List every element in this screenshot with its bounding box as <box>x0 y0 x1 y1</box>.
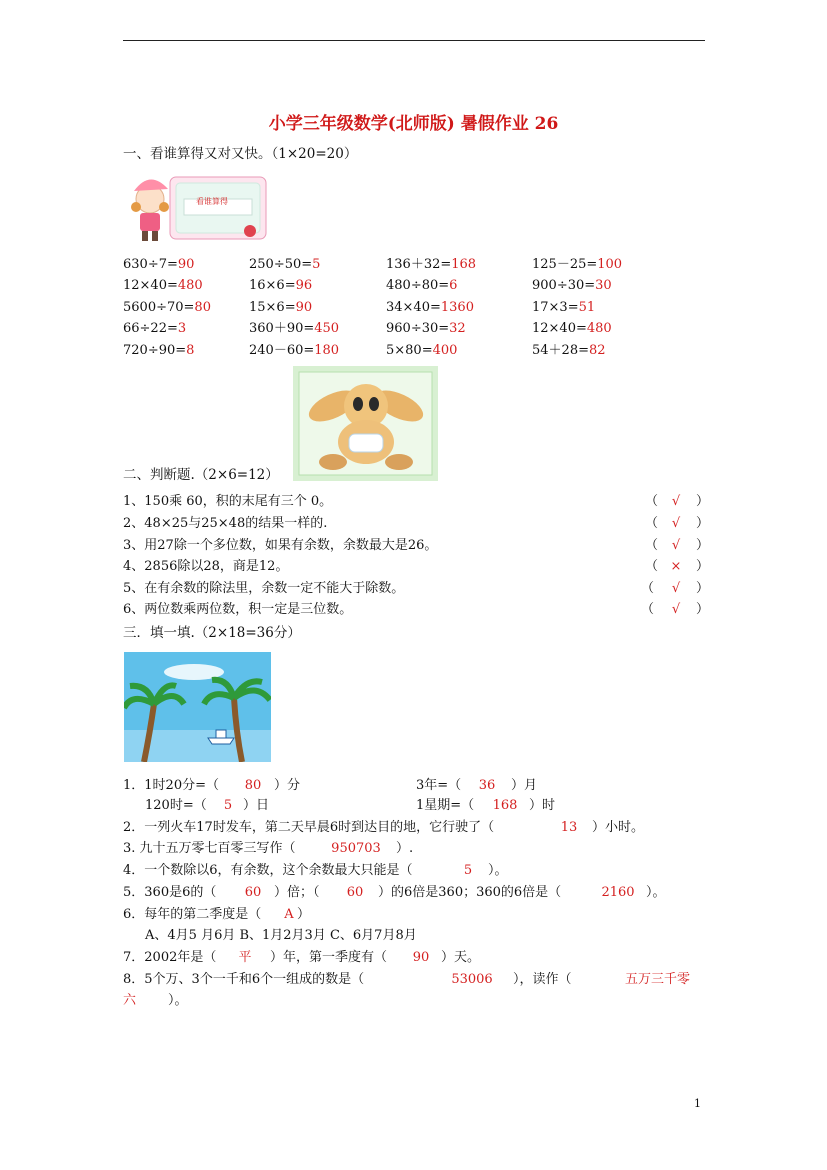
fill-answer: 53006 <box>451 972 493 987</box>
fill-answer: 六 <box>123 993 137 1008</box>
calc-item: 15×6=90 <box>249 300 313 315</box>
fill-q1a-post: ）分 <box>274 778 301 793</box>
fill-answer: 2160 <box>601 885 635 900</box>
beach-illustration <box>124 652 271 762</box>
calc-item: 17×3=51 <box>532 300 596 315</box>
fill-q1b-post: ）月 <box>511 778 538 793</box>
judge-mark: √ <box>671 538 681 553</box>
calc-item: 136＋32=168 <box>386 257 477 272</box>
judge-question: 1、150乘 60，积的末尾有三个 0。 <box>123 494 333 509</box>
fill-q6-options: A、4月5 月6月 B、1月2月3月 C、6月7月8月 <box>145 928 417 943</box>
fill-q6-post: ） <box>297 907 311 922</box>
bunny-illustration <box>293 366 438 481</box>
fill-q8-p2: ），读作（ <box>513 972 572 987</box>
answer-paren: （ <box>641 602 655 617</box>
answer-paren: ） <box>696 538 710 553</box>
fill-q3-post: ）. <box>396 841 414 856</box>
calc-item: 5×80=400 <box>386 343 458 358</box>
fill-answer: 950703 <box>331 841 381 856</box>
calc-item: 960÷30=32 <box>386 321 466 336</box>
fill-q8-p3: ）。 <box>168 993 188 1008</box>
page-title: 小学三年级数学(北师版) 暑假作业 26 <box>268 114 559 134</box>
fill-q1d-pre: 1星期=（ <box>416 798 475 813</box>
fill-q7-p1: 7．2002年是（ <box>123 950 217 965</box>
fill-answer: A <box>284 907 294 922</box>
calc-item: 12×40=480 <box>532 321 612 336</box>
fill-answer: 13 <box>560 820 578 835</box>
calc-item: 54＋28=82 <box>532 343 606 358</box>
page-number: 1 <box>694 1097 701 1110</box>
calc-item: 360＋90=450 <box>249 321 340 336</box>
answer-paren: （ <box>645 516 659 531</box>
answer-paren: （ <box>641 581 655 596</box>
judge-mark: √ <box>671 516 681 531</box>
fill-answer: 五万三千零 <box>625 972 691 987</box>
fill-q7-p2: ）年，第一季度有（ <box>270 950 388 965</box>
fill-q1d-post: ）时 <box>529 798 556 813</box>
calc-item: 240－60=180 <box>249 343 340 358</box>
answer-paren: ） <box>696 581 710 596</box>
calc-item: 34×40=1360 <box>386 300 474 315</box>
fill-q2-pre: 2．一列火车17时发车，第二天早晨6时到达目的地，它行驶了（ <box>123 820 495 835</box>
calc-item: 16×6=96 <box>249 278 313 293</box>
calc-item: 66÷22=3 <box>123 321 187 336</box>
judge-mark: √ <box>671 602 681 617</box>
judge-mark: √ <box>671 581 681 596</box>
fill-answer: 平 <box>238 950 252 965</box>
section3-heading: 三．填一填.（2×18=36分） <box>123 625 301 641</box>
fill-q5-p3: ）的6倍是360；360的6倍是（ <box>378 885 562 900</box>
fill-answer: 60 <box>244 885 262 900</box>
judge-mark: × <box>670 559 682 574</box>
judge-mark: √ <box>671 494 681 509</box>
calc-item: 125－25=100 <box>532 257 623 272</box>
judge-question: 3、用27除一个多位数，如果有余数，余数最大是26。 <box>123 538 438 553</box>
header-rule <box>123 40 705 41</box>
fill-q6-pre: 6．每年的第二季度是（ <box>123 907 262 922</box>
judge-question: 5、在有余数的除法里，余数一定不能大于除数。 <box>123 581 405 596</box>
fill-q5-p2: ）倍；（ <box>274 885 320 900</box>
banner-text: 看谁算得 <box>196 197 228 206</box>
fill-q1b-pre: 3年=（ <box>416 778 462 793</box>
fill-answer: 90 <box>412 950 430 965</box>
section2-heading: 二、判断题.（2×6=12） <box>123 467 279 483</box>
fill-q3-pre: 3. 九十五万零七百零三写作（ <box>123 841 296 856</box>
answer-paren: ） <box>696 559 710 574</box>
judge-question: 6、两位数乘两位数，积一定是三位数。 <box>123 602 353 617</box>
answer-paren: （ <box>645 538 659 553</box>
calc-item: 5600÷70=80 <box>123 300 211 315</box>
fill-q7-p3: ）天。 <box>441 950 481 965</box>
fill-answer: 5 <box>223 798 233 813</box>
fill-q1a-pre: 1．1时20分=（ <box>123 778 219 793</box>
fill-q4-post: ）。 <box>488 863 508 878</box>
answer-paren: ） <box>696 516 710 531</box>
judge-question: 2、48×25与25×48的结果一样的. <box>123 516 328 531</box>
fill-answer: 168 <box>492 798 518 813</box>
calc-item: 630÷7=90 <box>123 257 195 272</box>
calc-item: 12×40=480 <box>123 278 203 293</box>
calc-item: 480÷80=6 <box>386 278 458 293</box>
fill-answer: 80 <box>244 778 262 793</box>
answer-paren: ） <box>696 602 710 617</box>
fill-answer: 36 <box>478 778 496 793</box>
calc-item: 720÷90=8 <box>123 343 195 358</box>
fill-q1c-pre: 120时=（ <box>145 798 207 813</box>
fill-q5-p4: ）。 <box>646 885 666 900</box>
judge-question: 4、2856除以28，商是12。 <box>123 559 289 574</box>
fill-q5-p1: 5．360是6的（ <box>123 885 217 900</box>
section1-heading: 一、看谁算得又对又快。（1×20=20） <box>123 146 358 162</box>
girl-banner-illustration <box>124 167 268 247</box>
answer-paren: （ <box>645 559 659 574</box>
fill-q4-pre: 4．一个数除以6，有余数，这个余数最大只能是（ <box>123 863 413 878</box>
fill-answer: 5 <box>463 863 473 878</box>
fill-q8-p1: 8．5个万、3个一千和6个一组成的数是（ <box>123 972 365 987</box>
calc-item: 250÷50=5 <box>249 257 321 272</box>
fill-q1c-post: ）日 <box>243 798 270 813</box>
answer-paren: （ <box>645 494 659 509</box>
fill-q2-post: ）小时。 <box>592 820 645 835</box>
calc-item: 900÷30=30 <box>532 278 612 293</box>
answer-paren: ） <box>696 494 710 509</box>
fill-answer: 60 <box>346 885 364 900</box>
